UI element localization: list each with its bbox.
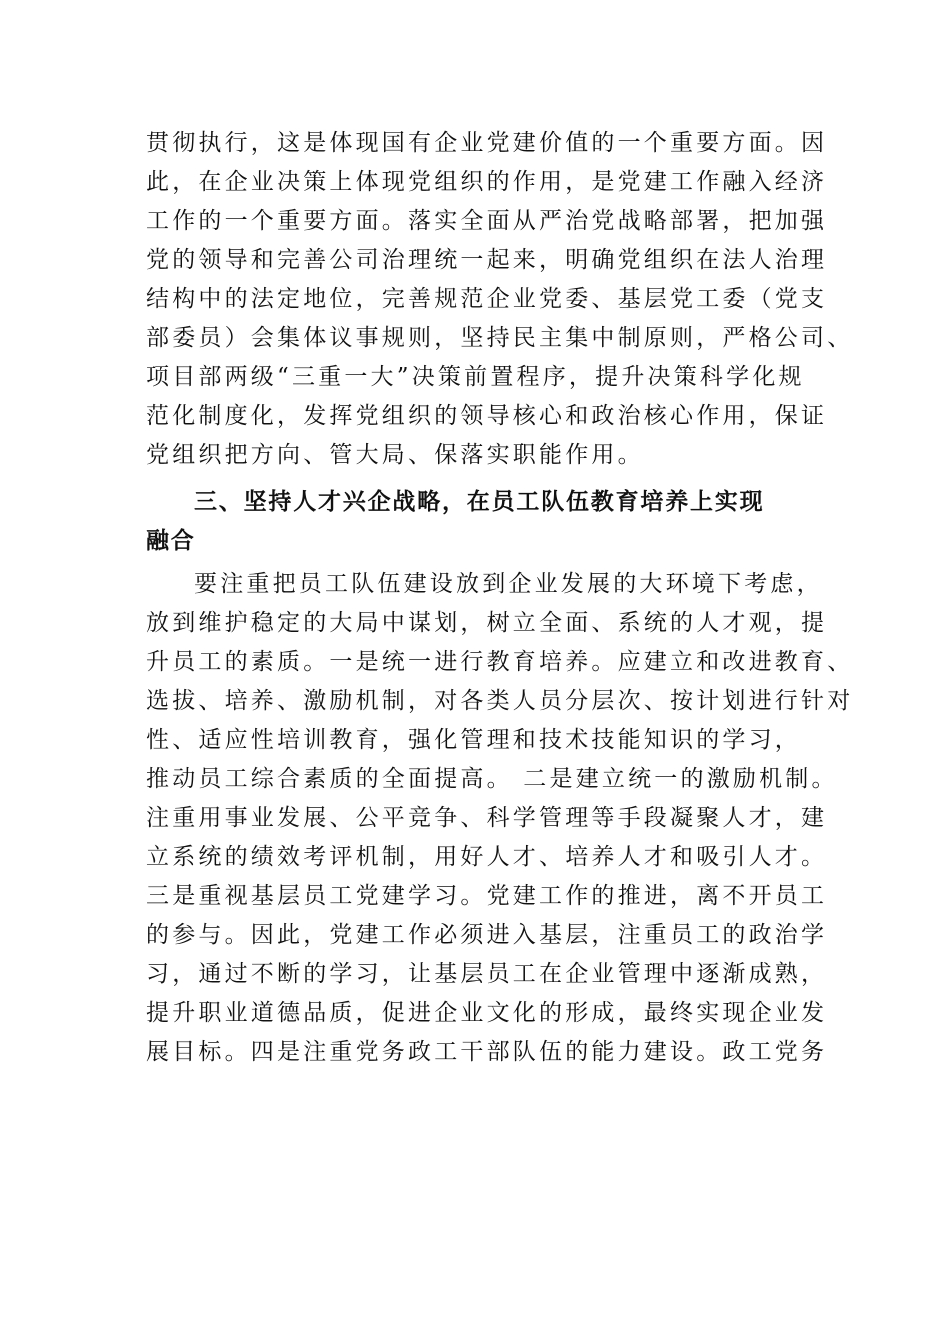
text-line: 部委员）会集体议事规则，坚持民主集中制原则，严格公司、 bbox=[146, 325, 854, 351]
text-line: 推动员工综合素质的全面提高。 二是建立统一的激励机制。 bbox=[146, 766, 838, 792]
heading-line: 三、坚持人才兴企战略，在员工队伍教育培养上实现 bbox=[194, 489, 765, 515]
heading-line: 融合 bbox=[146, 528, 196, 554]
text-line: 立系统的绩效考评机制，用好人才、培养人才和吸引人才。 bbox=[146, 844, 828, 870]
text-line: 选拔、培养、激励机制，对各类人员分层次、按计划进行针对 bbox=[146, 688, 854, 714]
text-line: 党组织把方向、管大局、保落实职能作用。 bbox=[146, 442, 644, 468]
text-line: 此，在企业决策上体现党组织的作用，是党建工作融入经济 bbox=[146, 169, 828, 195]
text-line: 性、适应性培训教育，强化管理和技术技能知识的学习， bbox=[146, 727, 801, 753]
text-line: 项目部两级“三重一大”决策前置程序，提升决策科学化规 bbox=[146, 364, 805, 390]
text-line: 习，通过不断的学习，让基层员工在企业管理中逐渐成熟， bbox=[146, 961, 828, 987]
text-line: 放到维护稳定的大局中谋划，树立全面、系统的人才观，提 bbox=[146, 610, 828, 636]
text-line: 结构中的法定地位，完善规范企业党委、基层党工委（党支 bbox=[146, 286, 828, 312]
text-line: 要注重把员工队伍建设放到企业发展的大环境下考虑， bbox=[194, 571, 823, 597]
text-line: 范化制度化，发挥党组织的领导核心和政治核心作用，保证 bbox=[146, 403, 828, 429]
text-line: 提升职业道德品质，促进企业文化的形成，最终实现企业发 bbox=[146, 1000, 828, 1026]
text-line: 的参与。因此，党建工作必须进入基层，注重员工的政治学 bbox=[146, 922, 828, 948]
text-line: 展目标。四是注重党务政工干部队伍的能力建设。政工党务 bbox=[146, 1039, 828, 1065]
body-paragraph-1 bbox=[146, 124, 854, 475]
text-line: 党的领导和完善公司治理统一起来，明确党组织在法人治理 bbox=[146, 247, 828, 273]
text-line: 工作的一个重要方面。落实全面从严治党战略部署，把加强 bbox=[146, 208, 828, 234]
text-line: 升员工的素质。一是统一进行教育培养。应建立和改进教育、 bbox=[146, 649, 854, 675]
section-heading-3 bbox=[146, 483, 826, 561]
text-line: 贯彻执行，这是体现国有企业党建价值的一个重要方面。因 bbox=[146, 130, 828, 156]
body-paragraph-2 bbox=[146, 565, 854, 1072]
text-line: 注重用事业发展、公平竞争、科学管理等手段凝聚人才，建 bbox=[146, 805, 828, 831]
text-line: 三是重视基层员工党建学习。党建工作的推进，离不开员工 bbox=[146, 883, 828, 909]
